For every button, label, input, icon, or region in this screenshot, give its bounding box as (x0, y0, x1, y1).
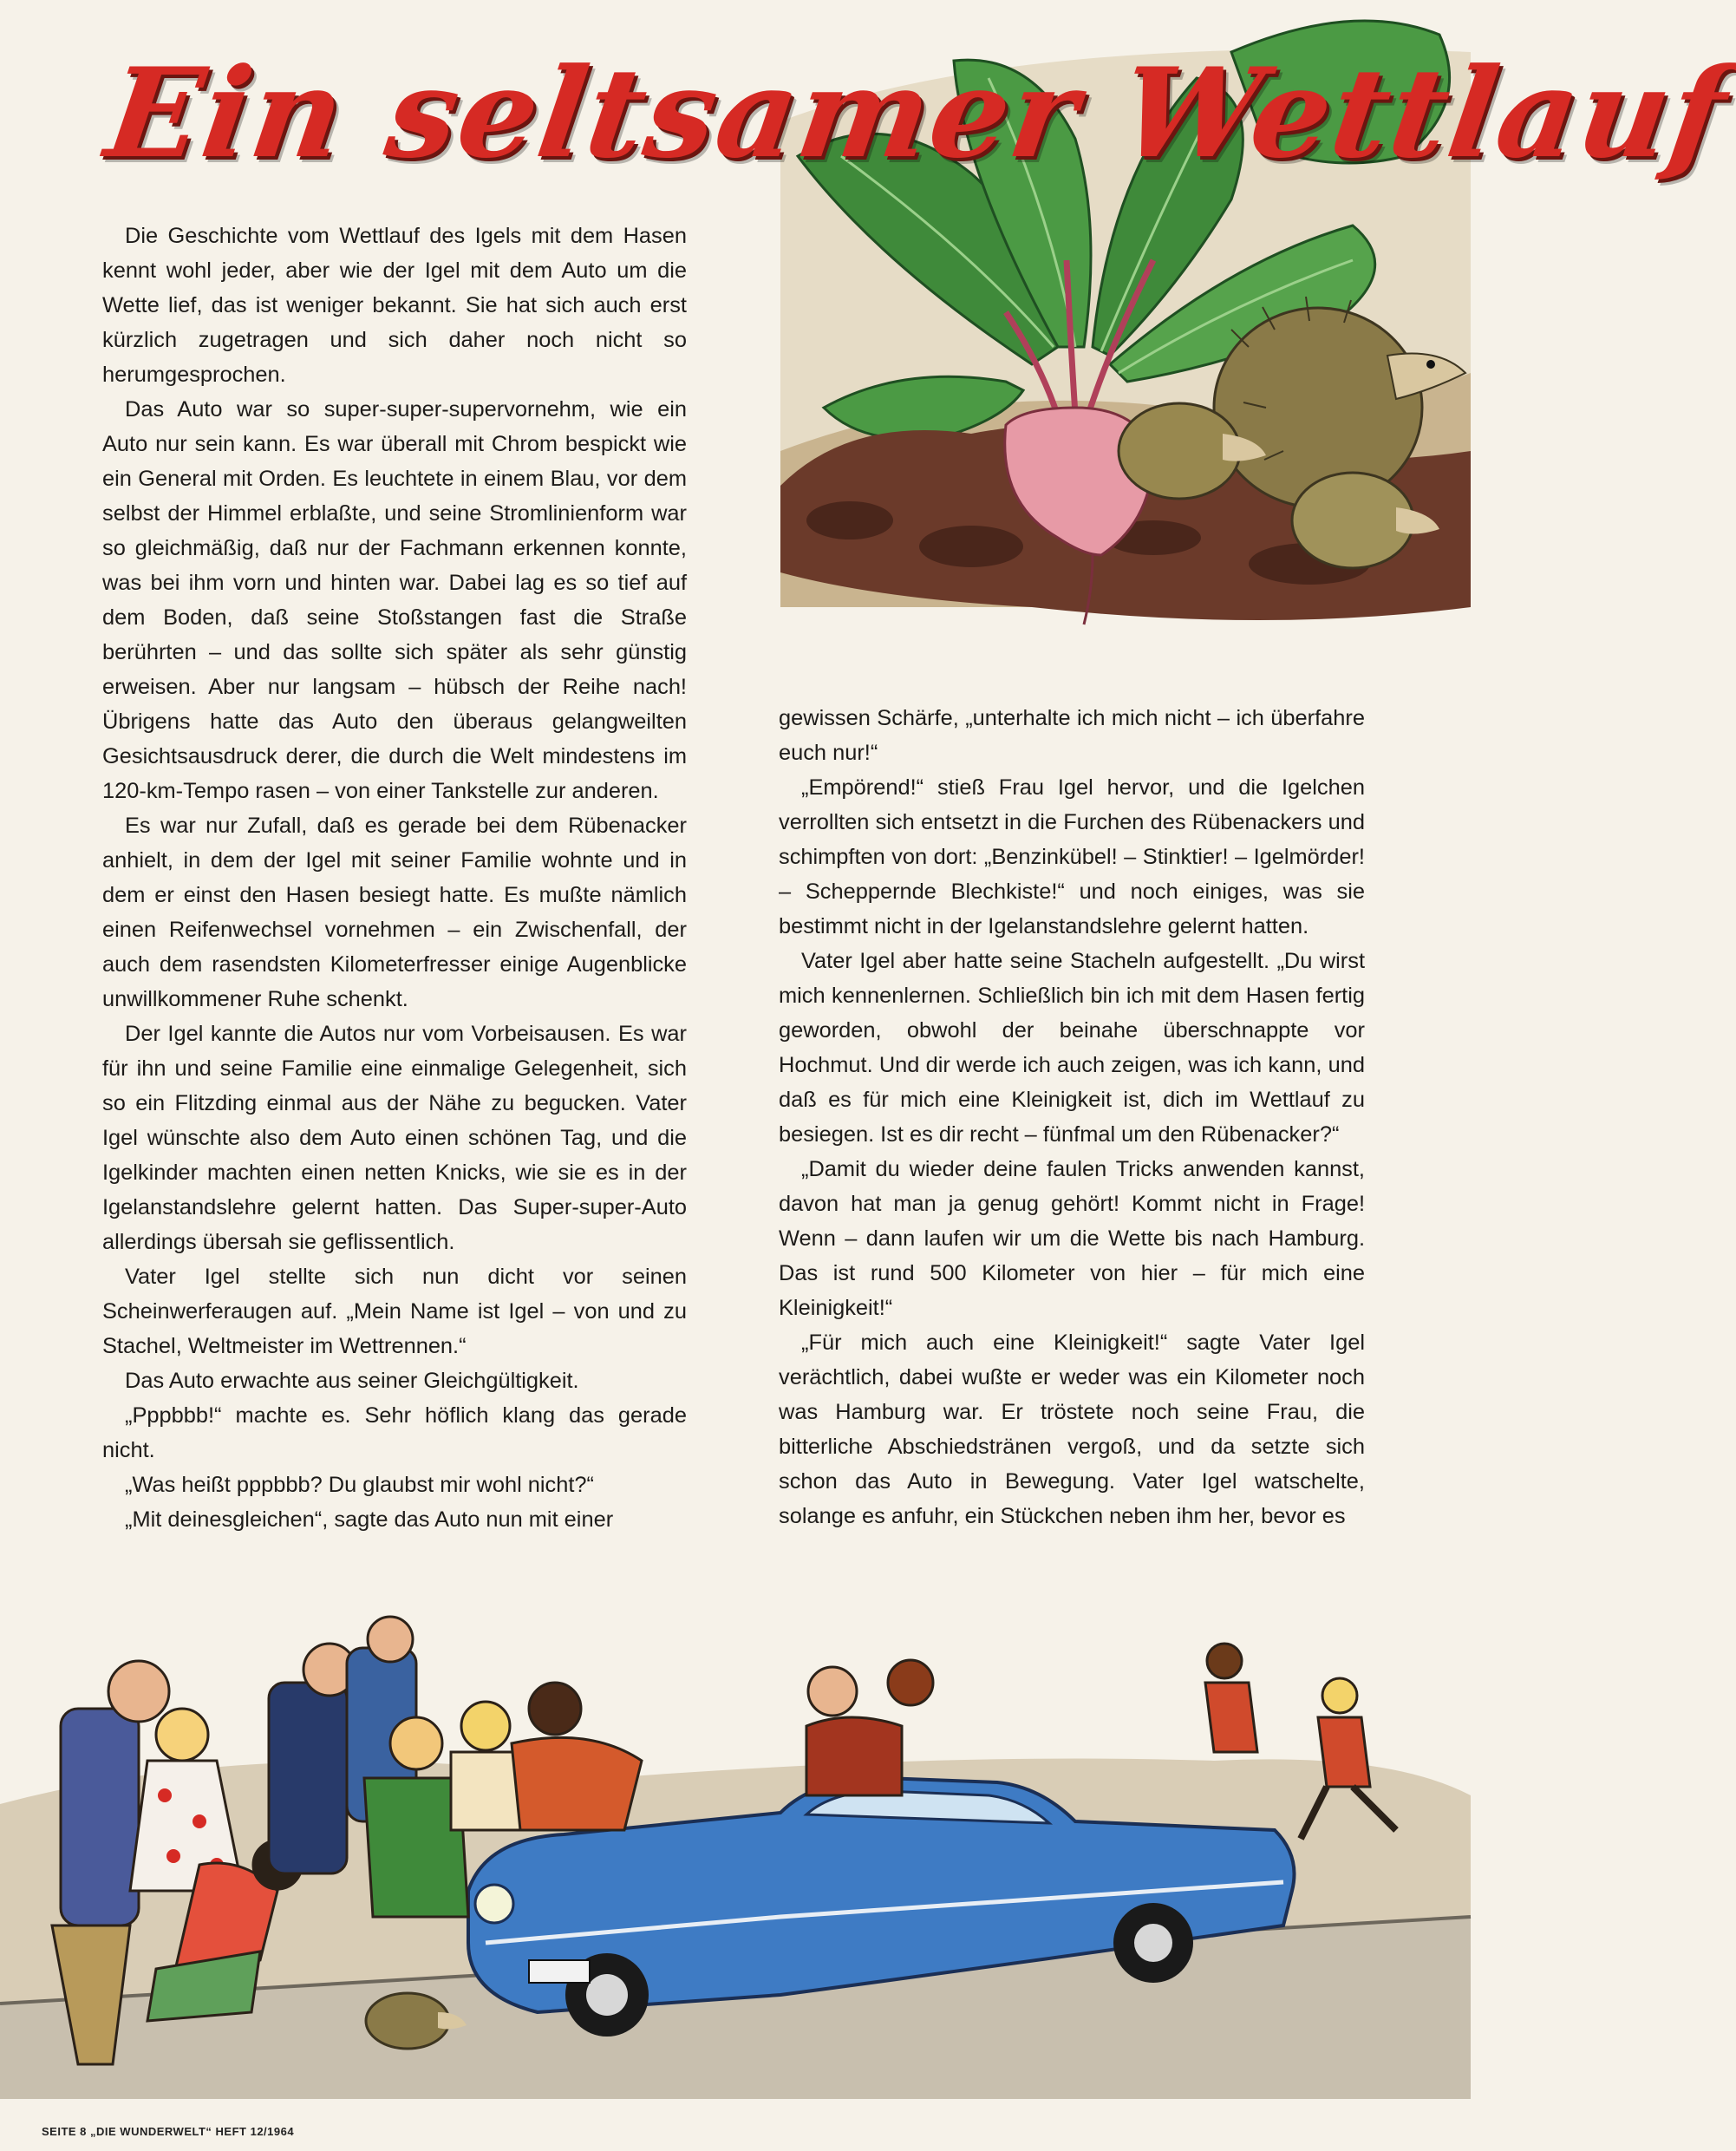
paragraph: „Damit du wieder deine faulen Tricks anwenden kannst, davon hat man ja genug gehört! Kommt nicht in Frage! Wenn – dann laufen wir um die Wette bis nach Hamburg. Das ist rund 500 Kilometer von hier – für mich eine Kleinigkeit!“ (779, 1157, 1365, 1320)
paragraph: Die Geschichte vom Wettlauf des Igels mit dem Hasen kennt wohl jeder, aber wie der Igel mit dem Auto um die Wette lief, das ist weniger bekannt. Sie hat sich auch erst kürzlich zugetragen und sich daher noch nicht so herumgesprochen. (102, 224, 687, 387)
page-footer: SEITE 8 „DIE WUNDERWELT“ HEFT 12/1964 (42, 2125, 295, 2138)
paragraph: Es war nur Zufall, daß es gerade bei dem Rübenacker anhielt, in dem der Igel mit seiner Familie wohnte und in dem er einst den Hasen besiegt hatte. Es mußte nämlich einen Reifenwechsel vornehmen – ein Zwischenfall, der auch dem rasendsten Kilometerfresser einige Augenblicke unwillkommener Ruhe schenkt. (102, 814, 687, 1011)
left-text-column (102, 219, 687, 1537)
paragraph: „Pppbbb!“ machte es. Sehr höflich klang das gerade nicht. (102, 1403, 687, 1462)
paragraph: Der Igel kannte die Autos nur vom Vorbeisausen. Es war für ihn und seine Familie eine einmalige Gelegenheit, sich so ein Flitzding einmal aus der Nähe zu begucken. Vater Igel wünschte also dem Auto einen schönen Tag, und die Igelkinder machten einen netten Knicks, wie sie es in der Igelanstandslehre gelernt hatten. Das Super-super-Auto allerdings übersah sie geflissentlich. (102, 1022, 687, 1254)
paragraph: „Für mich auch eine Kleinigkeit!“ sagte Vater Igel verächtlich, dabei wußte er weder was ein Kilometer noch was Hamburg war. Er tröstete noch seine Frau, die bitterliche Abschiedstränen vergoß, und da setzte sich schon das Auto in Bewegung. Vater Igel watschelte, solange es anfuhr, ein Stückchen neben ihm her, bevor es (779, 1330, 1365, 1528)
paragraph: Vater Igel stellte sich nun dicht vor seinen Scheinwerferaugen auf. „Mein Name ist Igel – von und zu Stachel, Weltmeister im Wettrennen.“ (102, 1265, 687, 1358)
paragraph: „Empörend!“ stieß Frau Igel hervor, und die Igelchen verrollten sich entsetzt in die Furchen des Rübenackers und schimpften von dort: „Benzinkübel! – Stinktier! – Igelmörder! – Scheppernde Blechkiste!“ und noch einiges, was sie bestimmt nicht in der Igelanstandslehre gelernt hatten. (779, 775, 1365, 938)
paragraph: „Was heißt pppbbb? Du glaubst mir wohl nicht?“ (125, 1473, 594, 1497)
paragraph: Das Auto war so super-super-supervornehm, wie ein Auto nur sein kann. Es war überall mit Chrom bespickt wie ein General mit Orden. Es leuchtete in einem Blau, vor dem selbst der Himmel erblaßte, und seine Stromlinienform war so gleichmäßig, daß nur der Fachmann erkennen konnte, was bei ihm vorn und hinten war. Dabei lag es so tief auf dem Boden, daß seine Stoßstangen fast die Straße berührten – und das sollte sich später als sehr günstig erweisen. Aber nur langsam – hübsch der Reihe nach! Übrigens hatte das Auto den überaus gelangweilten Gesichtsausdruck derer, die durch die Welt mindestens im 120-km-Tempo rasen – von einer Tankstelle zur anderen. (102, 397, 687, 803)
paragraph: gewissen Schärfe, „unterhalte ich mich nicht – ich überfahre euch nur!“ (779, 706, 1365, 765)
paragraph: Das Auto erwachte aus seiner Gleichgültigkeit. (125, 1369, 579, 1393)
blonde-girl (451, 1702, 520, 1830)
title-banner (82, 35, 1736, 199)
right-text-column (779, 701, 1365, 1533)
young-man-red-shirt (512, 1683, 642, 1830)
paragraph: „Mit deinesgleichen“, sagte das Auto nun mit einer (125, 1507, 614, 1532)
story-title: Ein seltsamer Wettlauf (98, 42, 1736, 186)
car-crowd-illustration (0, 1631, 1471, 2099)
paragraph: Vater Igel aber hatte seine Stacheln aufgestellt. „Du wirst mich kennenlernen. Schließlich bin ich mit dem Hasen fertig geworden, obwohl der beinahe überschnappte vor Hochmut. Und dir werde ich auch zeigen, was ich kann, und daß es für mich eine Kleinigkeit ist, dich im Wettlauf zu besiegen. Ist es dir recht – fünfmal um den Rübenacker?“ (779, 949, 1365, 1147)
